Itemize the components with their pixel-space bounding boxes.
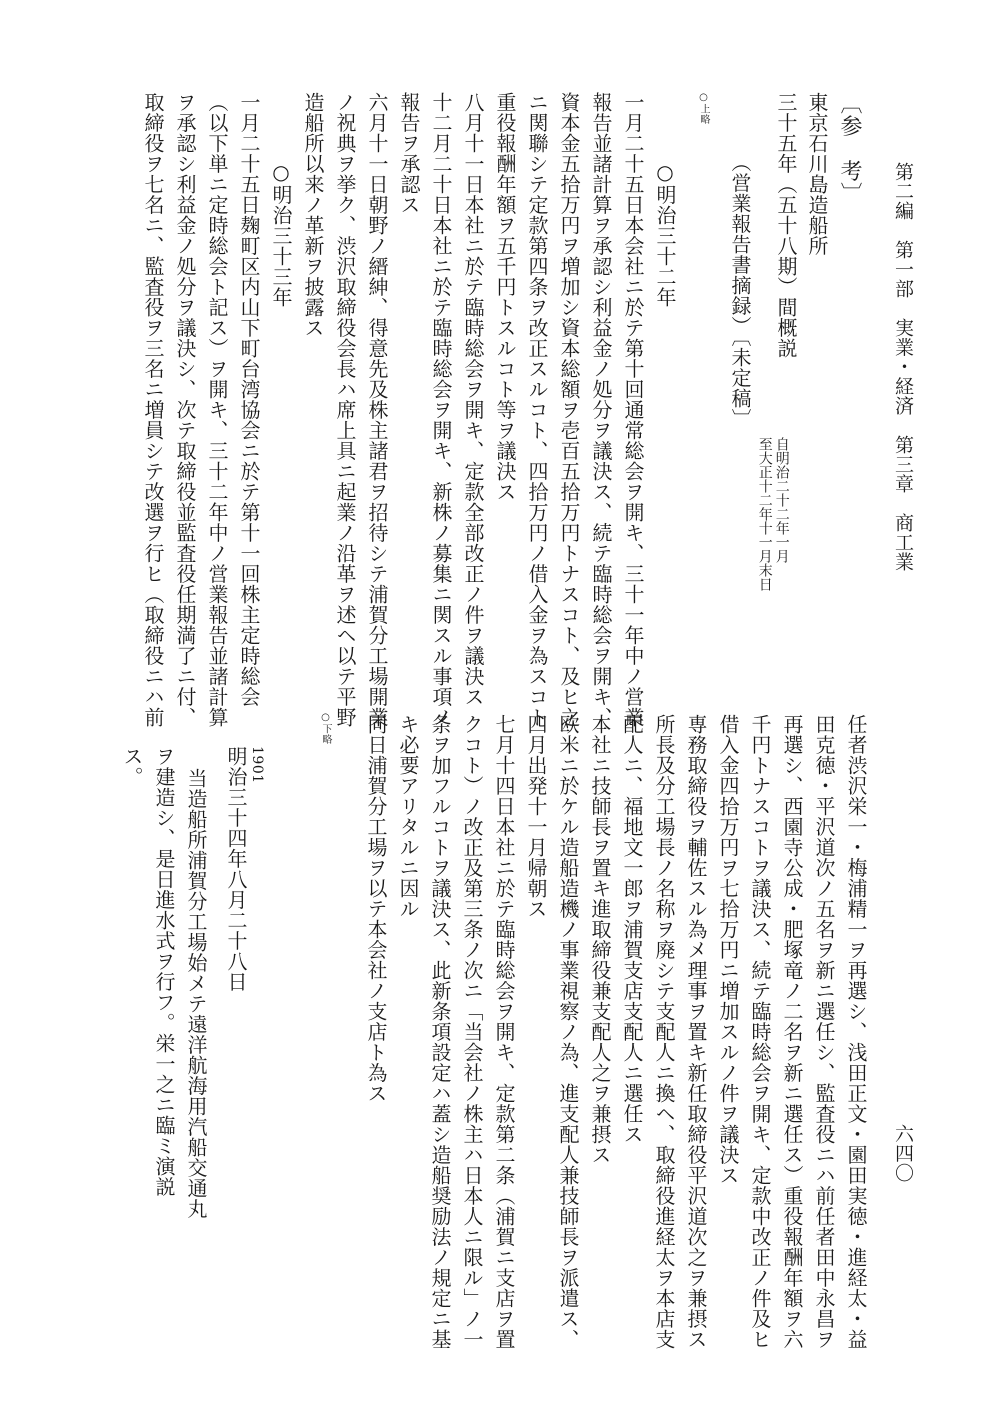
period-title: 三十五年（五十八期）間概説 [774, 92, 798, 359]
text-line: 借入金四拾万円ヲ七拾万円ニ増加スルノ件ヲ議決ス [716, 714, 740, 1186]
text-line: キ必要アリタルニ因ル [396, 714, 420, 919]
text-line: 取締役ヲ七名ニ、監査役ヲ三名ニ増員シテ改選ヲ行ヒ（取締役ニハ前 [141, 92, 165, 728]
omission-mark-top: ○上略 [698, 92, 709, 125]
text-line: 一月二十五日本会社ニ於テ第十回通常総会ヲ開キ、三十一年中ノ営業 [621, 92, 645, 728]
text-line: ○明治三十二年 [653, 160, 677, 308]
text-line: 資本金五拾万円ヲ増加シ資本総額ヲ壱百五拾万円トナスコト、及ヒ之 [557, 92, 581, 728]
text-line: 本社ニ技師長ヲ置キ進取締役兼支配人之ヲ兼摂ス [588, 714, 612, 1165]
text-line: ヲ建造シ、是日進水式ヲ行フ。栄一之ニ臨ミ演説 [152, 746, 176, 1197]
text-line: クコト）ノ改正及第三条ノ次ニ「当会社ノ株主ハ日本人ニ限ル」ノ一 [460, 714, 484, 1350]
entry-number: 1901 [249, 746, 265, 784]
text-line: ○明治三十三年 [269, 160, 293, 308]
text-line: 千円トナスコトヲ議決ス、続テ臨時総会ヲ開キ、定款中改正ノ件及ヒ [748, 714, 772, 1350]
text-line: 配人ニ、福地文一郎ヲ浦賀支店支配人ニ選任ス [620, 714, 644, 1145]
text-line: 四月出発十一月帰朝ス [524, 714, 548, 919]
text-line: 条ヲ加フルコトヲ議決ス、此新条項設定ハ蓋シ造船奨励法ノ規定ニ基 [428, 714, 452, 1350]
text-line: （以下単ニ定時総会ト記ス）ヲ開キ、三十二年中ノ営業報告並諸計算 [205, 92, 229, 728]
text-line: 所長及分工場長ノ名称ヲ廃シテ支配人ニ換ヘ、取締役進経太ヲ本店支 [652, 714, 676, 1350]
period-from: 自明治二十二年一月 [773, 437, 790, 563]
text-line: 欧米ニ於ケル造船造機ノ事業視察ノ為、進支配人兼技師長ヲ派遣ス、 [556, 714, 580, 1350]
entry-date: 明治三十四年八月二十八日 [224, 746, 248, 992]
text-line: 再選シ、西園寺公成・肥塚竜ノ二名ヲ新ニ選任ス）重役報酬年額ヲ六 [780, 714, 804, 1350]
text-line: 六月十一日朝野ノ縉紳、得意先及株主諸君ヲ招待シテ浦賀分工場開業 [365, 92, 389, 728]
source-note: （営業報告書摘録）〔未定稿〕 [728, 152, 752, 429]
text-line: 同日浦賀分工場ヲ以テ本会社ノ支店ト為ス [364, 714, 388, 1104]
text-line: 八月十一日本社ニ於テ臨時総会ヲ開キ、定款全部改正ノ件ヲ議決ス [461, 92, 485, 707]
text-line: 一月二十五日麹町区内山下町台湾協会ニ於テ第十一回株主定時総会 [237, 92, 261, 707]
text-line: 造船所以来ノ革新ヲ披露ス [301, 92, 325, 338]
reference-label: 〔参 考〕 [837, 92, 862, 205]
text-line: 七月十四日本社ニ於テ臨時総会ヲ開キ、定款第二条（浦賀ニ支店ヲ置 [492, 714, 516, 1350]
text-line: 任者渋沢栄一・梅浦精一ヲ再選シ、浅田正文・園田実徳・進経太・益 [844, 714, 868, 1350]
text-line: 重役報酬年額ヲ五千円トスルコト等ヲ議決ス [493, 92, 517, 502]
text-line: ノ祝典ヲ挙ク、渋沢取締役会長ハ席上具ニ起業ノ沿革ヲ述ヘ以テ平野 [333, 92, 357, 728]
period-to: 至大正十二年十一月末日 [756, 437, 773, 591]
text-line: 当造船所浦賀分工場始メテ遠洋航海用汽船交通丸 [184, 768, 208, 1219]
running-head: 第二編 第一部 実業・経済 第三章 商工業 [892, 162, 914, 572]
omission-mark-bottom: ○下略 [320, 712, 331, 745]
text-line: ス。 [120, 746, 144, 787]
company-name: 東京石川島造船所 [805, 92, 829, 256]
text-line: ヲ承認シ利益金ノ処分ヲ議決シ、次テ取締役並監査役任期満了ニ付、 [173, 92, 197, 728]
page-number: 六四〇 [892, 1124, 914, 1183]
text-line: 報告ヲ承認ス [397, 92, 421, 215]
text-line: 報告並諸計算ヲ承認シ利益金ノ処分ヲ議決ス、続テ臨時総会ヲ開キ、 [589, 92, 613, 728]
text-line: ニ関聯シテ定款第四条ヲ改正スルコト、四拾万円ノ借入金ヲ為スコト [525, 92, 549, 728]
text-line: 十二月二十日本社ニ於テ臨時総会ヲ開キ、新株ノ募集ニ関スル事項ノ [429, 92, 453, 728]
text-line: 専務取締役ヲ輔佐スル為メ理事ヲ置キ新任取締役平沢道次之ヲ兼摂ス [684, 714, 708, 1350]
text-line: 田克徳・平沢道次ノ五名ヲ新ニ選任シ、監査役ニハ前任者田中永昌ヲ [812, 714, 836, 1350]
